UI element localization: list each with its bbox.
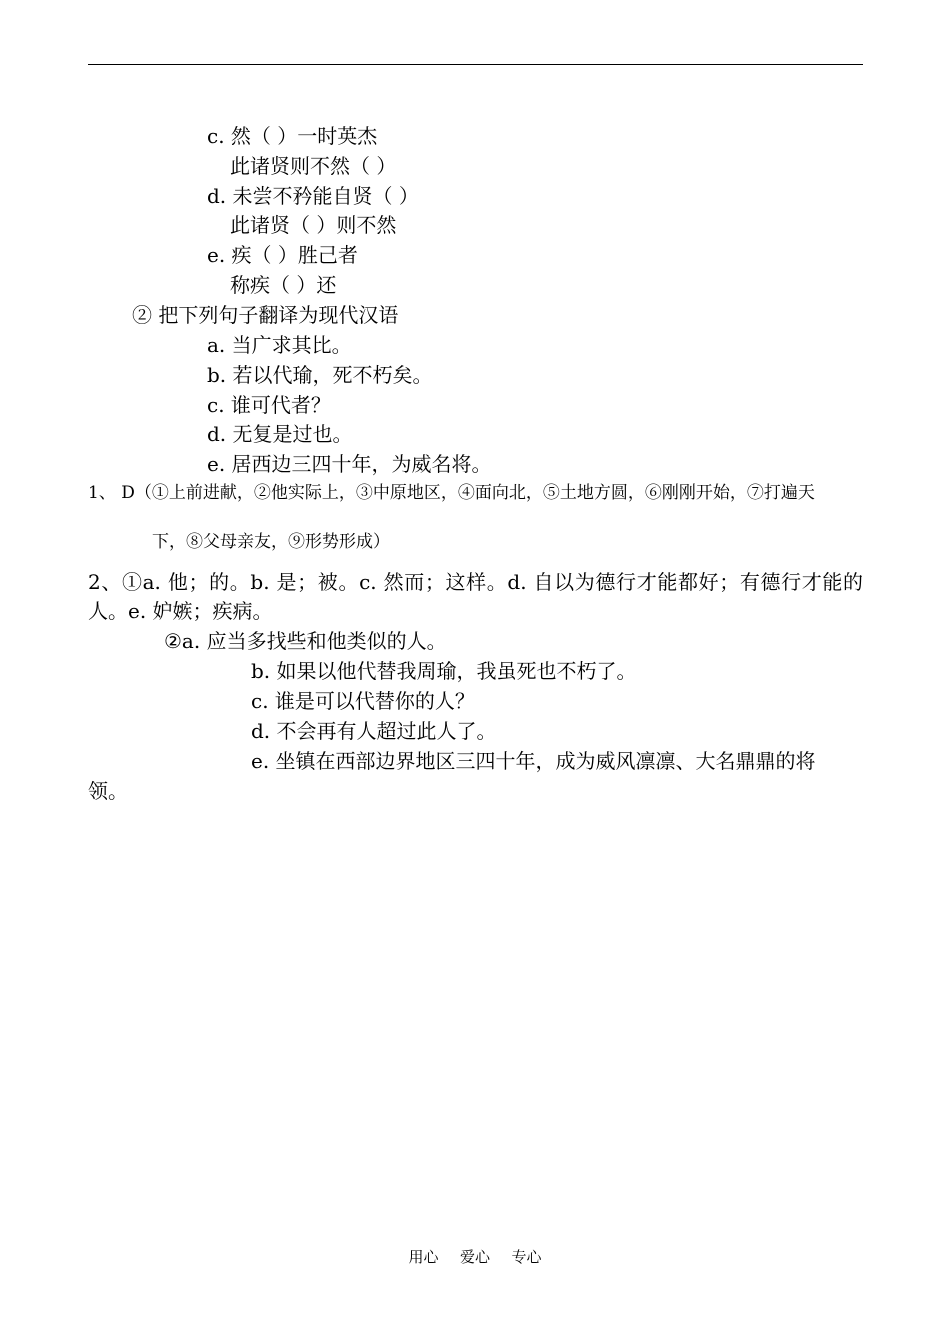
question-2-item-b: b. 若以代瑜，死不朽矣。	[207, 363, 433, 387]
exercise-c-line2: 此诸贤则不然（ ）	[230, 154, 397, 178]
answer-1-line1: 1、 D（①上前进献，②他实际上，③中原地区，④面向北，⑤土地方圆，⑥刚刚开始，⑦打遍天	[88, 483, 815, 503]
answer-2-line2: 人。e. 妒嫉；疾病。	[88, 599, 273, 623]
exercise-d-line2: 此诸贤（ ）则不然	[230, 213, 397, 237]
exercise-c-line1: c. 然（ ）一时英杰	[207, 124, 378, 148]
header-rule	[88, 64, 863, 65]
answer-2-translation-d: d. 不会再有人超过此人了。	[251, 719, 497, 743]
question-2-item-c: c. 谁可代者？	[207, 393, 331, 417]
answer-2-translation-b: b. 如果以他代替我周瑜，我虽死也不朽了。	[251, 659, 637, 683]
question-2-heading: ② 把下列句子翻译为现代汉语	[132, 303, 399, 327]
exercise-e-line1: e. 疾（ ）胜己者	[207, 243, 358, 267]
question-2-item-d: d. 无复是过也。	[207, 422, 353, 446]
answer-2-translation-e: e. 坐镇在西部边界地区三四十年，成为威风凛凛、大名鼎鼎的将	[251, 749, 816, 773]
answer-2-translation-a: ②a. 应当多找些和他类似的人。	[164, 629, 447, 653]
answer-2-translation-e-continued: 领。	[88, 779, 128, 803]
exercise-d-line1: d. 未尝不矜能自贤（ ）	[207, 184, 419, 208]
exercise-e-line2: 称疾（ ）还	[230, 273, 337, 297]
question-2-item-a: a. 当广求其比。	[207, 333, 352, 357]
page-footer: 用心 爱心 专心	[408, 1248, 542, 1266]
answer-2-line1: 2、①a. 他；的。b. 是；被。c. 然而；这样。d. 自以为德行才能都好；有德行才能的	[88, 570, 863, 594]
question-2-item-e: e. 居西边三四十年，为威名将。	[207, 452, 492, 476]
answer-1-line2: 下，⑧父母亲友，⑨形势形成）	[152, 532, 390, 552]
answer-2-translation-c: c. 谁是可以代替你的人？	[251, 689, 475, 713]
